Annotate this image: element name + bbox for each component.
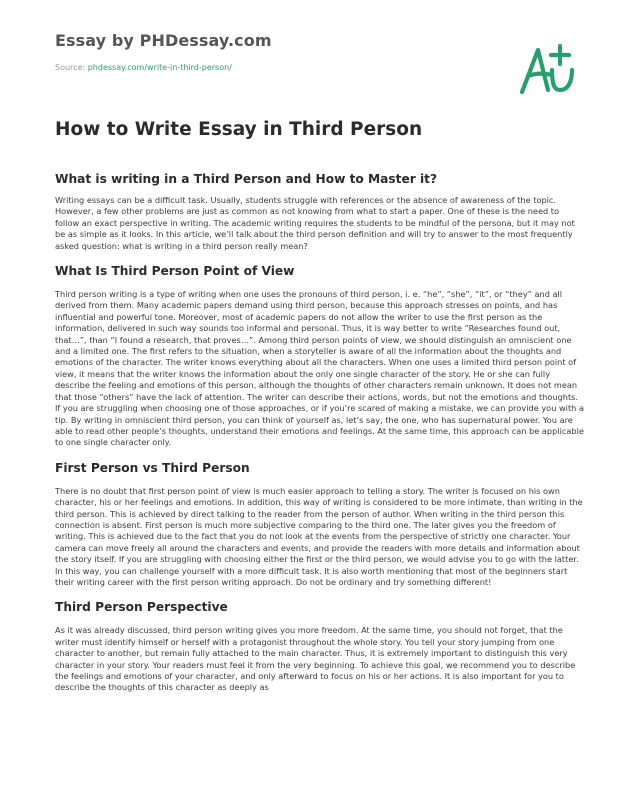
source-line — [55, 63, 232, 72]
a-plus-logo-icon — [516, 40, 580, 100]
section-body: As it was already discussed, third person writing gives you more freedom. At the same time, you should not forget, that the writer must identify himself or herself with a protagonist throughout the whole story. You tell your story jumping from one character to another, but remain fully attached to the main character. Thus, it is extremely important to distinguish this very character in your story. Your readers must feel it from the very beginning. To achieve this goal, we recommend you to describe the feelings and emotions of your character, and only afterward to focus on his or her actions. It is also important for you to describe the thoughts of this character as deeply as — [55, 625, 576, 693]
page-title: How to Write Essay in Third Person — [55, 119, 423, 140]
source-link[interactable]: phdessay.com/write-in-third-person/ — [87, 63, 232, 72]
section-body: There is no doubt that first person point of view is much easier approach to telling a story. The writer is focused on his own character, his or her feelings and emotions. In addition, this way of writing is considered to be more intimate, than writing in the third person. This is achieved by direct talking to the reader from the person of author. When writing in the third person this connection is absent. First person is much more subjective comparing to the third one. The later gives you the freedom of writing. This is achieved due to the fact that you do not look at the events from the perspective of strictly one character. Your camera can move freely all around the characters and events, and provide the readers with more details and information about the story itself. If you are struggling with choosing either the first or the third person, we would advise you to go with the latter. In this way, you can challenge yourself with a more difficult task. It is also worth mentioning that most of the beginners start their writing career with the first person writing approach. Do not be ordinary and try something different! — [55, 485, 583, 587]
page-header — [0, 0, 640, 100]
section-heading: What Is Third Person Point of View — [55, 264, 295, 279]
section-third-person-pov — [55, 263, 585, 449]
section-heading: Third Person Perspective — [55, 600, 228, 615]
section-what-is-third-person — [55, 171, 585, 252]
section-third-person-perspective — [55, 599, 585, 693]
section-body: Writing essays can be a difficult task. Usually, students struggle with references or the absence of awareness of the topic. However, a few other problems are just as common as not knowing from what to start a paper. One of these is the need to follow an exact perspective in writing. The academic writing requires the students to be mindful of the persona, but it may not be as simple as it looks. In this article, we’ll talk about the third person definition and will try to answer to the most frequently asked question: what is writing in a third person really mean? — [55, 195, 575, 251]
section-body: Third person writing is a type of writing when one uses the pronouns of third person, i. e. “he”, “she”, “it”, or “they” and all derived from them. Many academic papers demand using third person, because this approach stresses on points, and has influential and powerful tone. Moreover, most of academic papers do not allow the writer to use the first person as the information, delivered in such way sounds too informal and personal. Thus, it is way better to write “Researches found out, that…”, than “I found a research, that proves…”. Among third person points of view, we should distinguish an omniscient one and a limited one. The first refers to the situation, when a storyteller is aware of all the information about the thoughts and emotions of the character. The writer knows everything about all the characters. When one uses a limited third person point of view, it means that the writer knows the information about the only one single character of the story. He or she can fully describe the feeling and emotions of this person, although the thoughts of other characters remain unknown. It does not mean that those “others” have the lack of attention. The writer can describe their actions, words, but not the emotions and thoughts. If you are struggling when choosing one of those approaches, or if you’re scared of making a mistake, we can provide you with a tip. By writing in omniscient third person, you can think of yourself as, let’s say, the one, who has supernatural power. You are able to read other people’s thoughts, understand their emotions and feelings. At the same time, this approach can be applicable to one single character only. — [55, 289, 584, 448]
site-title: Essay by PHDessay.com — [55, 31, 272, 50]
section-heading: What is writing in a Third Person and How to Master it? — [55, 172, 438, 186]
section-first-vs-third — [55, 460, 585, 589]
article — [55, 118, 585, 705]
source-label: Source: — [55, 63, 86, 72]
section-heading: First Person vs Third Person — [55, 460, 250, 475]
